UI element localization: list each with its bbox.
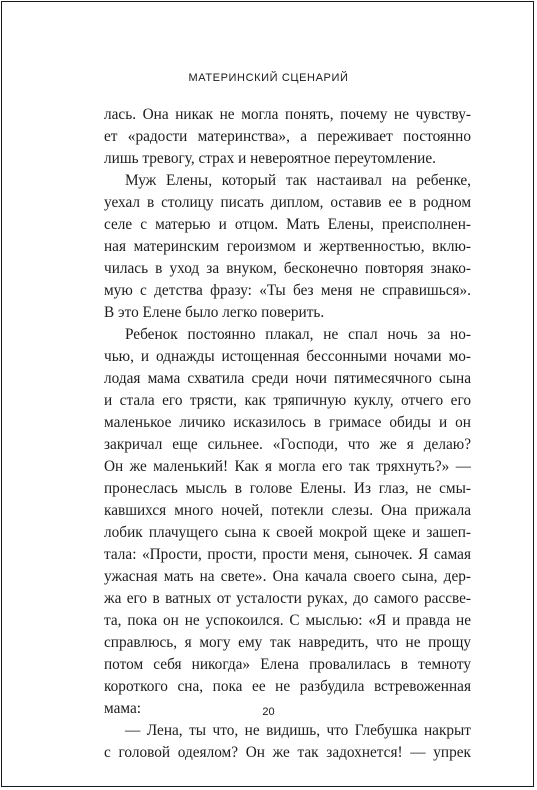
- running-head: МАТЕРИНСКИЙ СЦЕНАРИЙ: [188, 72, 349, 84]
- text-line: чилась в уход за внуком, бесконечно повторяя знако-: [104, 260, 471, 277]
- text-line: чью, и однажды истощенная бессонными ночами мо-: [104, 348, 471, 365]
- text-line: лобик плачущего сына к своей мокрой щеке и зашеп-: [104, 524, 471, 541]
- text-line: мую с детства фразу: «Ты без меня не справишься».: [104, 282, 471, 299]
- body-text: [104, 104, 471, 764]
- text-line: ет «радости материнства», а переживает постоянно: [104, 128, 471, 145]
- text-line: тала: «Прости, прости, прости меня, сыночек. Я самая: [104, 546, 471, 563]
- text-line: мама:: [104, 700, 141, 717]
- text-line: закричал еще сильнее. «Господи, что же я делаю?: [104, 436, 471, 453]
- text-line: ная материнским героизмом и жертвенностью, вклю-: [104, 238, 471, 255]
- text-line: Он же маленький! Как я могла его так тряхнуть?» —: [104, 458, 471, 475]
- text-line: с головой одеялом? Он же так задохнется! — упрек: [104, 744, 471, 761]
- text-line: пронеслась мысль в голове Елены. Из глаз, не смы-: [104, 480, 471, 497]
- text-line: потом себя никогда» Елена провалилась в темноту: [104, 656, 471, 673]
- text-line: селе с матерью и отцом. Мать Елены, преисполнен-: [104, 216, 471, 233]
- text-line: Муж Елены, который так настаивал на ребенке,: [125, 172, 471, 189]
- text-line: В это Елене было легко поверить.: [104, 304, 325, 321]
- text-line: справлюсь, я могу ему так навредить, что не прощу: [104, 634, 471, 651]
- text-line: лась. Она никак не могла понять, почему не чувству-: [104, 106, 471, 123]
- text-line: жа его в ватных от усталости руках, до самого рассве-: [104, 590, 471, 607]
- text-line: та, пока он не успокоился. С мыслью: «Я и правда не: [104, 612, 471, 629]
- text-line: лишь тревогу, страх и невероятное переутомление.: [104, 150, 436, 167]
- text-line: лодая мама схватила среди ночи пятимесячного сына: [104, 370, 471, 387]
- text-line: Ребенок постоянно плакал, не спал ночь за но-: [125, 326, 471, 343]
- text-line: маленькое личико исказилось в гримасе обиды и он: [104, 414, 471, 431]
- page-number: 20: [262, 706, 275, 718]
- text-line: — Лена, ты что, не видишь, что Глебушка накрыт: [125, 722, 471, 739]
- text-line: уехал в столицу писать диплом, оставив ее в родном: [104, 194, 471, 211]
- text-line: ужасная мать на свете». Она качала своего сына, дер-: [104, 568, 471, 585]
- text-line: короткого сна, пока ее не разбудила встревоженная: [104, 678, 471, 695]
- text-line: кавшихся много ночей, потекли слезы. Она прижала: [104, 502, 471, 519]
- text-line: и стала его трясти, как тряпичную куклу, отчего его: [104, 392, 471, 409]
